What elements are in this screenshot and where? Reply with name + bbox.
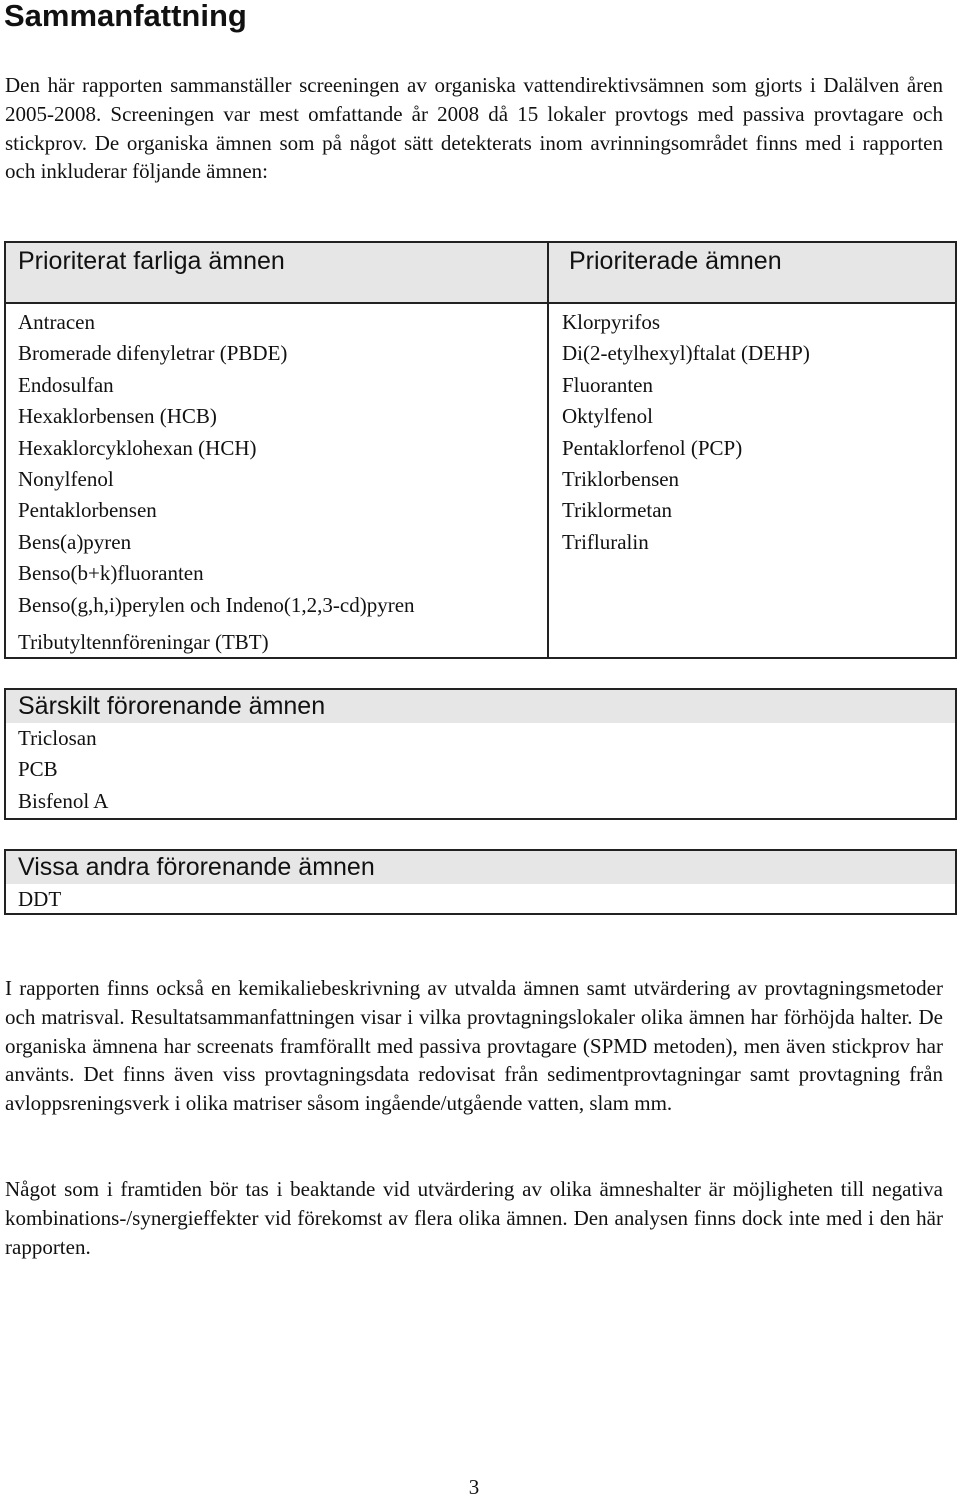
list-item: Klorpyrifos [562,310,660,334]
list-item: Benso(b+k)fluoranten [18,561,204,586]
list-item: Bisfenol A [18,788,109,813]
priority-column [549,243,955,657]
list-item: Pentaklorfenol (PCP) [562,435,743,460]
list-item: Trifluralin [562,529,649,554]
list-item: Fluoranten [562,372,653,397]
specific-pollutants-header: Särskilt förorenande ämnen [6,690,955,723]
list-item: Hexaklorcyklohexan (HCH) [18,435,257,460]
list-item: Bromerade difenyletrar (PBDE) [18,341,288,366]
list-item: Triclosan [18,726,97,750]
list-item: Nonylfenol [18,466,114,491]
specific-pollutants-list [6,723,955,817]
list-item: Di(2-etylhexyl)ftalat (DEHP) [562,341,810,366]
priority-hazardous-list [6,307,547,658]
list-item: PCB [18,757,58,782]
priority-header: Prioriterade ämnen [549,243,955,304]
list-item: Endosulfan [18,372,114,397]
priority-hazardous-column [6,243,549,657]
list-item: Triklormetan [562,498,673,523]
list-item: Antracen [18,310,95,334]
body-paragraph-2: Något som i framtiden bör tas i beaktande vid utvärdering av olika ämneshalter är möjligheten till negativa kombinations-/synergieffekter vid förekomst av flera olika ämnen. Den analysen finns dock inte med i den här rapporten. [5,1177,943,1259]
priority-hazardous-header: Prioriterat farliga ämnen [6,243,547,304]
page-number: 3 [468,1475,480,1499]
list-item: Pentaklorbensen [18,498,157,523]
list-item: Tributyltennföreningar (TBT) [18,629,269,654]
body-paragraph-1: I rapporten finns också en kemikaliebeskrivning av utvalda ämnen samt utvärdering av provtagningsmetoder och matrisval. Resultatsammanfattningen visar i vilka provtagningslokaler olika ämnen har förhöjda halter. De organiska ämnena har screenats framförallt med passiva provtagare (SPMD metoden), men även stickprov har använts. Det finns även viss provtagningsdata redovisat från sedimentprovtagningar samt provtagning från avloppsreningsverk i olika matriser såsom ingående/utgående vatten, slam mm. [5,976,943,1116]
list-item: Benso(g,h,i)perylen och Indeno(1,2,3-cd)pyren [18,592,415,617]
list-item: Triklorbensen [562,466,680,491]
other-pollutants-box [4,849,957,915]
priority-list [549,307,955,558]
intro-paragraph: Den här rapporten sammanställer screeningen av organiska vattendirektivsämnen som gjorts i Dalälven åren 2005-2008. Screeningen var mest omfattande år 2008 då 15 lokaler provtogs med passiva provtagare och stickprov. De organiska ämnen som på något sätt detekterats inom avrinningsområdet finns med i rapporten och inkluderar följande ämnen: [5,73,943,184]
substance-table [4,241,957,659]
list-item: DDT [18,887,62,911]
other-pollutants-header: Vissa andra förorenande ämnen [6,851,955,884]
list-item: Hexaklorbensen (HCB) [18,404,217,429]
list-item: Oktylfenol [562,404,653,429]
specific-pollutants-box [4,688,957,820]
other-pollutants-list [6,884,955,915]
list-item: Bens(a)pyren [18,529,132,554]
page-heading: Sammanfattning [4,0,247,33]
